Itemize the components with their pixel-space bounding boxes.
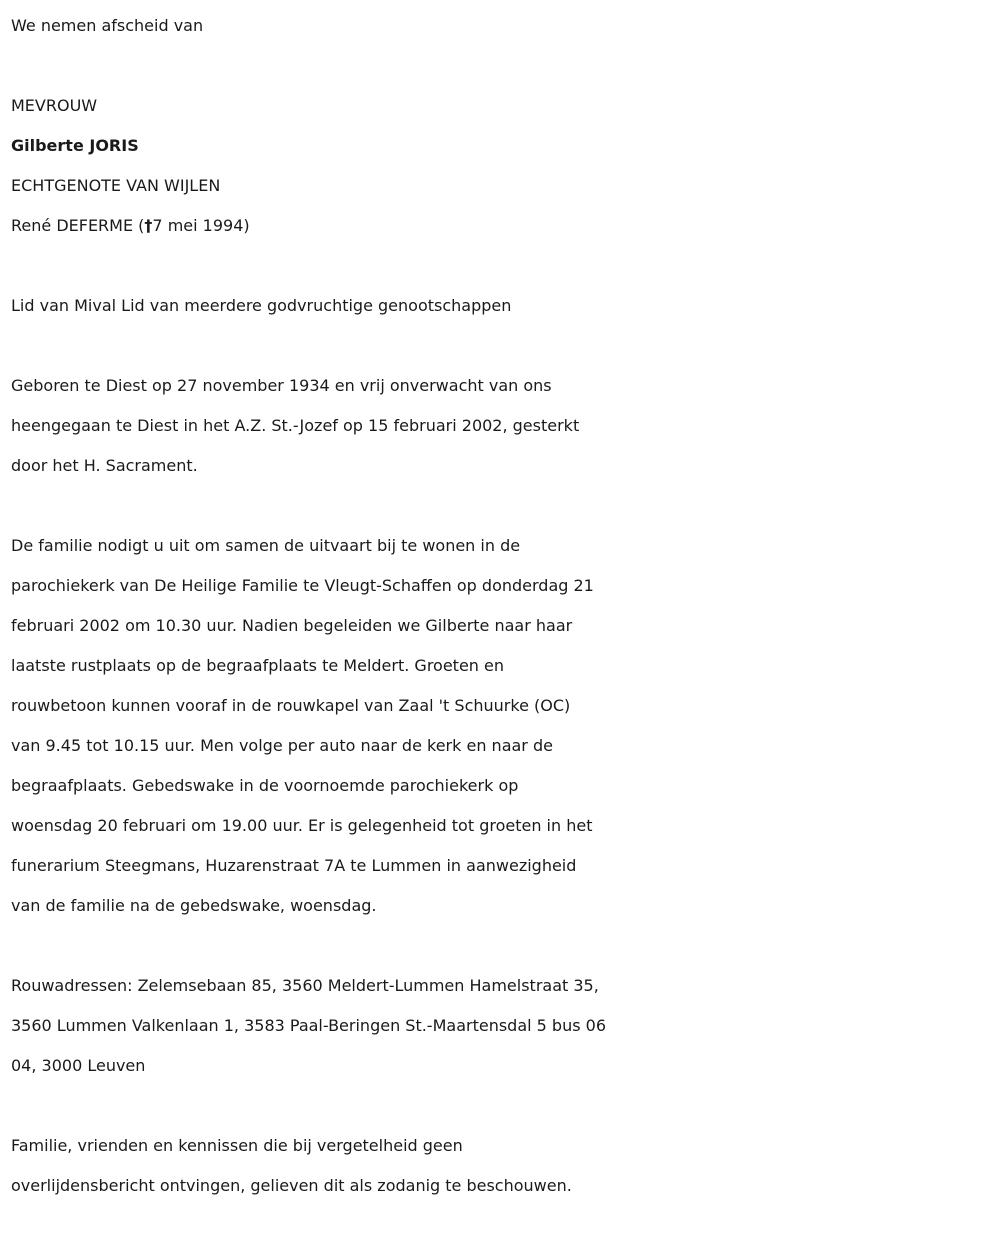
spacer — [11, 486, 990, 526]
spacer — [11, 246, 990, 286]
deceased-name: Gilberte JORIS — [11, 136, 139, 155]
paragraph-line: van de familie na de gebedswake, woensdag. — [11, 896, 377, 915]
paragraph-line: Familie, vrienden en kennissen die bij vergetelheid geen — [11, 1136, 463, 1155]
intro-text: We nemen afscheid van — [11, 16, 204, 35]
paragraph-line: funerarium Steegmans, Huzarenstraat 7A te Lummen in aanwezigheid — [11, 856, 577, 875]
paragraph-line: overlijdensbericht ontvingen, gelieven dit als zodanig te beschouwen. — [11, 1176, 572, 1195]
paragraph-line: Rouwadressen: Zelemsebaan 85, 3560 Meldert-Lummen Hamelstraat 35, — [11, 976, 599, 995]
paragraph-line: heengegaan te Diest in het A.Z. St.-Jozef op 15 februari 2002, gesterkt — [11, 416, 580, 435]
paragraph-line: 04, 3000 Leuven — [11, 1056, 146, 1075]
paragraph-line: woensdag 20 februari om 19.00 uur. Er is gelegenheid tot groeten in het — [11, 816, 593, 835]
paragraph-line: door het H. Sacrament. — [11, 456, 198, 475]
title-prefix: MEVROUW — [11, 96, 98, 115]
paragraph-line: begraafplaats. Gebedswake in de voornoemde parochiekerk op — [11, 776, 519, 795]
spouse-death-date: 7 mei 1994) — [152, 216, 250, 235]
paragraph-line: Geboren te Diest op 27 november 1934 en vrij onverwacht van ons — [11, 376, 552, 395]
paragraph-line: rouwbetoon kunnen vooraf in de rouwkapel van Zaal 't Schuurke (OC) — [11, 696, 571, 715]
cross-icon: † — [144, 216, 153, 235]
paragraph-line: 3560 Lummen Valkenlaan 1, 3583 Paal-Beringen St.-Maartensdal 5 bus 06 — [11, 1016, 606, 1035]
spouse-line — [11, 206, 990, 246]
paragraph-line: laatste rustplaats op de begraafplaats te Meldert. Groeten en — [11, 656, 505, 675]
relation-text: ECHTGENOTE VAN WIJLEN — [11, 176, 221, 195]
paragraph-line: De familie nodigt u uit om samen de uitvaart bij te wonen in de — [11, 536, 521, 555]
birth-death-paragraph — [11, 366, 990, 486]
funeral-paragraph — [11, 526, 990, 926]
paragraph-line: februari 2002 om 10.30 uur. Nadien begeleiden we Gilberte naar haar — [11, 616, 573, 635]
membership-text: Lid van Mival Lid van meerdere godvruchtige genootschappen — [11, 296, 512, 315]
spacer — [11, 926, 990, 966]
addresses-paragraph — [11, 966, 990, 1086]
closing-paragraph — [11, 1126, 990, 1206]
spacer — [11, 326, 990, 366]
paragraph-line: van 9.45 tot 10.15 uur. Men volge per auto naar de kerk en naar de — [11, 736, 553, 755]
paragraph-line: parochiekerk van De Heilige Familie te Vleugt-Schaffen op donderdag 21 — [11, 576, 594, 595]
spacer — [11, 46, 990, 86]
spouse-name: René DEFERME ( — [11, 216, 145, 235]
spacer — [11, 1086, 990, 1126]
